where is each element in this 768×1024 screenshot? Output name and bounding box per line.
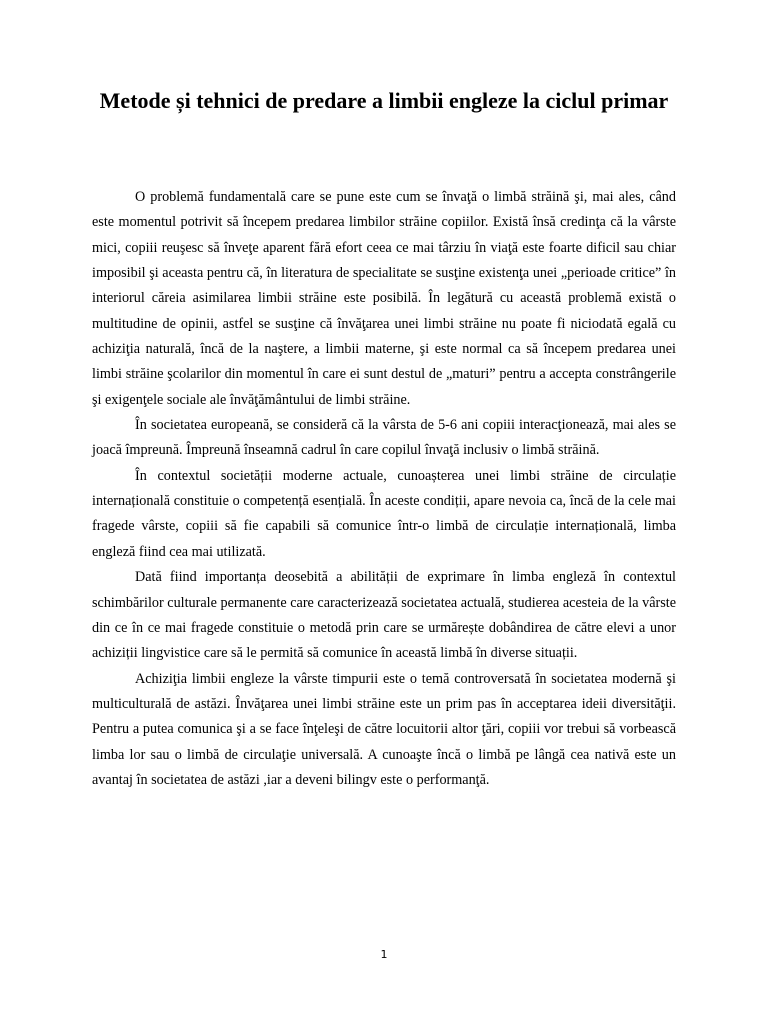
paragraph-critical-period: O problemă fundamentală care se pune este cum se învaţă o limbă străină şi, mai ales, când este momentul potrivit să începem predarea limbilor străine copiilor. Există însă credinţa că la vârste mici, copiii reuşesc să înveţe aparent fără efort ceea ce mai târziu în viaţă este foarte dificil sau chiar imposibil şi aceasta pentru că, în literatura de specialitate se susţine existenţa unei „perioade critice” în interiorul căreia asimilarea limbii străine este posibilă. În legătură cu această problemă există o multitudine de opinii, astfel se susţine că învăţarea unei limbi străine nu poate fi niciodată egală cu achiziţia naturală, încă de la naştere, a limbii materne, şi este normal ca să începem predarea unei limbi străine şcolarilor din momentul în care ei sunt destul de „maturi” pentru a accepta constrângerile şi exigenţele sociale ale învăţământului de limbi străine.: [92, 189, 676, 408]
document-title: Metode și tehnici de predare a limbii engleze la ciclul primar: [99, 88, 669, 113]
page-number: 1: [380, 948, 388, 961]
paragraph-modern-context: În contextul societății moderne actuale, cunoașterea unei limbi străine de circulație internațională constituie o competență esențială. În aceste condiții, apare nevoia ca, încă de la cele mai fragede vârste, copiii să fie capabili să comunice într-o limbă de circulație internațională, limba engleză fiind cea mai utilizată.: [92, 467, 676, 560]
paragraph-european-society: În societatea europeană, se consideră că la vârsta de 5-6 ani copiii interacţionează, mai ales se joacă împreună. Împreună înseamnă cadrul în care copilul învaţă inclusiv o limbă străină.: [92, 417, 676, 459]
paragraph-importance: Dată fiind importanța deosebită a abilității de exprimare în limba engleză în contextul schimbărilor culturale permanente care caracterizează societatea actuală, studierea acesteia de la vârste din ce în ce mai fragede constituie o metodă prin care se urmărește dobândirea de către elevi a unor achiziții lingvistice care să le permită să comunice în această limbă în diverse situații.: [92, 569, 676, 662]
document-body: [92, 185, 676, 793]
paragraph-acquisition: Achiziţia limbii engleze la vârste timpurii este o temă controversată în societatea modernă şi multiculturală de astăzi. Învăţarea unei limbi străine este un prim pas în acceptarea ideii diversităţii. Pentru a putea comunica şi a se face înţeleşi de către locuitorii altor ţări, copiii vor trebui să vorbească limba lor sau o limbă de circulaţie universală. A cunoaşte încă o limbă pe lângă cea nativă este un avantaj în societatea de astăzi ,iar a deveni bilingv este o performanţă.: [92, 670, 676, 788]
